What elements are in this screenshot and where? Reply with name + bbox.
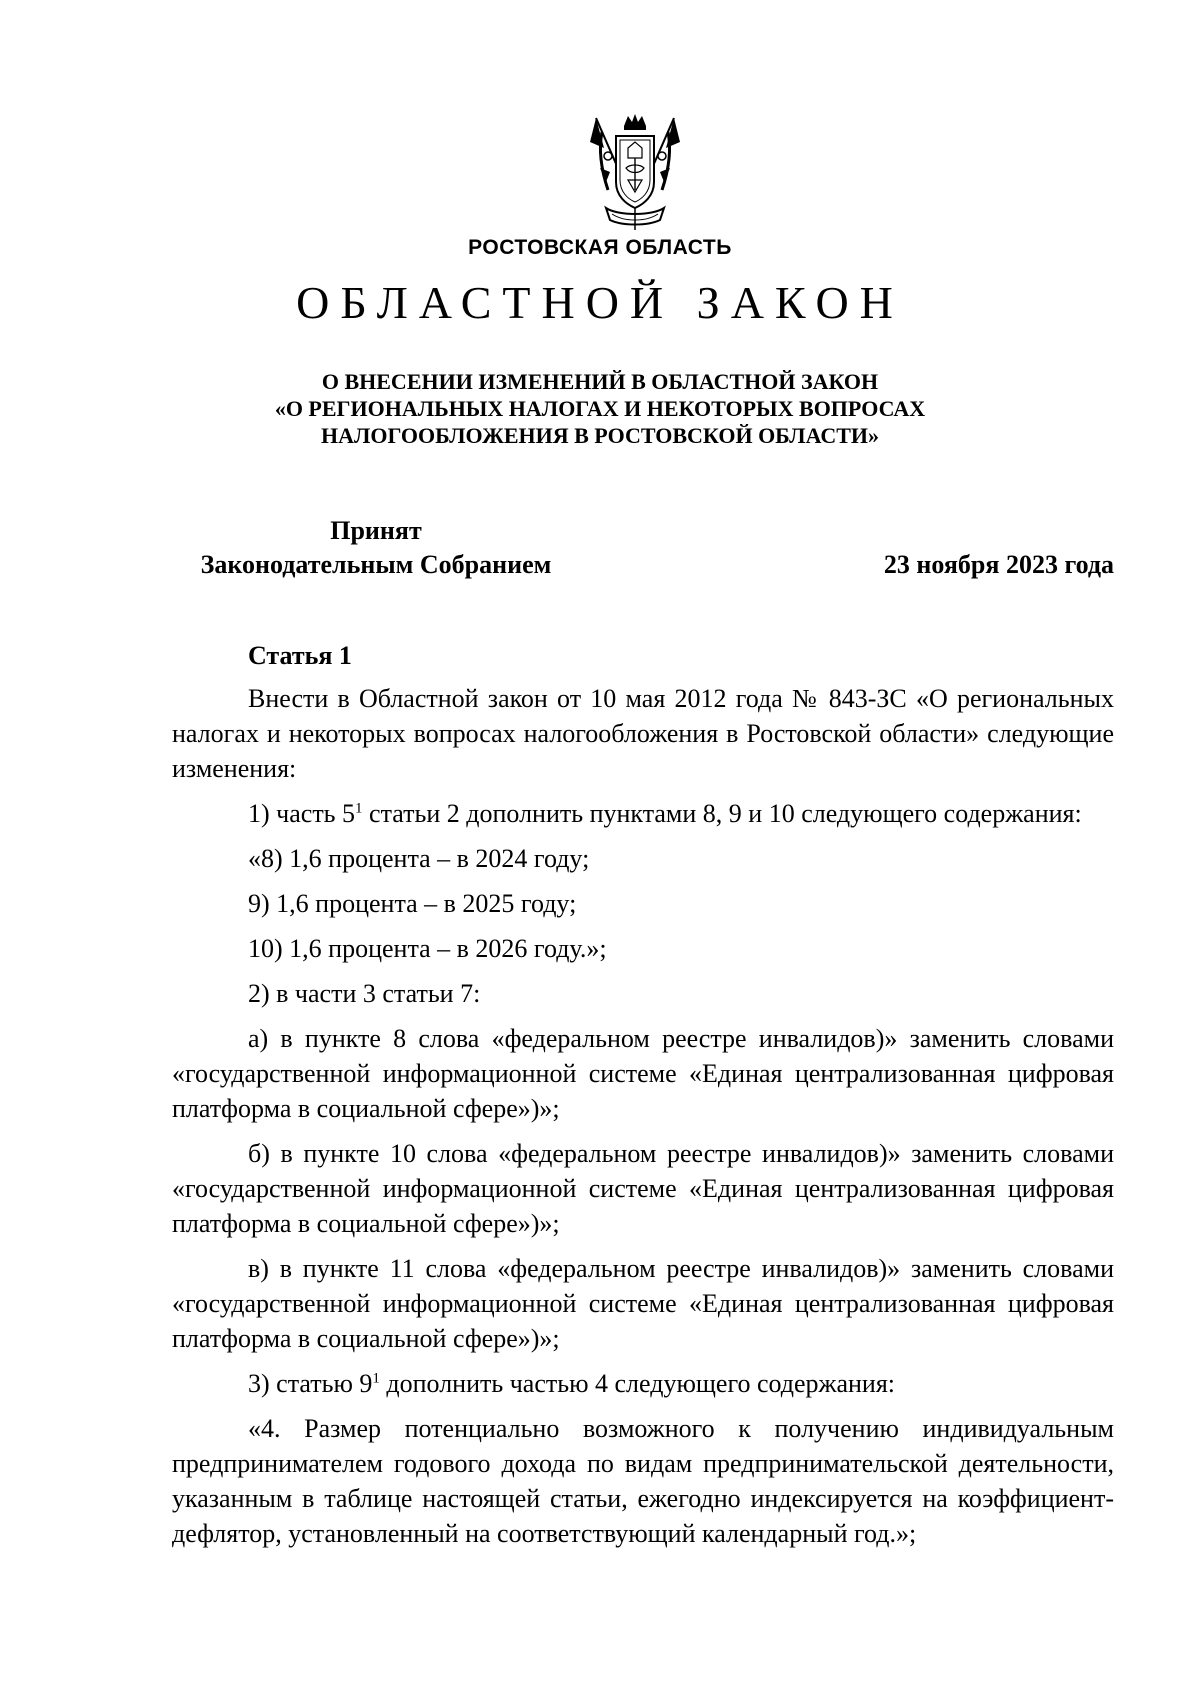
amendment-item-3-start: 3) статью 9 [248,1369,373,1398]
article-intro: Внести в Областной закон от 10 мая 2012 года № 843-ЗС «О региональных налогах и некоторых вопросах налогообложения в Ростовской области» следующие изменения: [172,684,1114,783]
amendment-point: 9) 1,6 процента – в 2025 году; [248,889,577,918]
law-title-line: О ВНЕСЕНИИ ИЗМЕНЕНИЙ В ОБЛАСТНОЙ ЗАКОН [321,369,879,394]
law-title-line: «О РЕГИОНАЛЬНЫХ НАЛОГАХ И НЕКОТОРЫХ ВОПРОСАХ [274,396,926,421]
region-name: РОСТОВСКАЯ ОБЛАСТЬ [468,236,732,259]
amendment-item-1 [172,796,1114,831]
amendment-item-2: 2) в части 3 статьи 7: [248,979,481,1008]
amendment-subitem: в) в пункте 11 слова «федеральном реестре инвалидов)» заменить словами «государственной информационной системе «Единая централизованная цифровая платформа в социальной сфере»)»; [172,1254,1114,1353]
amendment-point: 10) 1,6 процента – в 2026 году.»; [248,934,607,963]
amendment-subitem: б) в пункте 10 слова «федеральном реестре инвалидов)» заменить словами «государственной информационной системе «Единая централизованная цифровая платформа в социальной сфере»)»; [172,1139,1114,1238]
amendment-point: «8) 1,6 процента – в 2024 году; [248,844,590,873]
amendment-item-3 [172,1366,1114,1401]
amendment-item-1-start: 1) часть 5 [248,799,356,828]
article-body [172,638,1114,1561]
law-title-line: НАЛОГООБЛОЖЕНИЯ В РОСТОВСКОЙ ОБЛАСТИ» [320,423,880,448]
article-heading: Статья 1 [248,641,352,670]
amendment-item-3-text: «4. Размер потенциально возможного к получению индивидуальным предпринимателем годового дохода по видам предпринимательской деятельности, указанным в таблице настоящей статьи, ежегодно индексируется на коэффициент-дефлятор, установленный на соответствующий календарный год.»; [172,1414,1114,1548]
adoption-label-line: Принят [330,516,422,545]
superscript: 1 [355,800,363,817]
law-type-heading: ОБЛАСТНОЙ ЗАКОН [296,277,904,328]
amendment-item-3-end: дополнить частью 4 следующего содержания: [379,1369,896,1398]
adoption-date: 23 ноября 2023 года [883,550,1114,579]
amendment-item-1-end: статьи 2 дополнить пунктами 8, 9 и 10 следующего содержания: [362,799,1082,828]
amendment-subitem: а) в пункте 8 слова «федеральном реестре инвалидов)» заменить словами «государственной информационной системе «Единая централизованная цифровая платформа в социальной сфере»)»; [172,1024,1114,1123]
adoption-label-line: Законодательным Собранием [200,550,552,579]
law-title [0,368,1200,449]
adoption-label [176,514,576,582]
superscript: 1 [372,1370,380,1387]
coat-of-arms-icon [588,112,682,232]
